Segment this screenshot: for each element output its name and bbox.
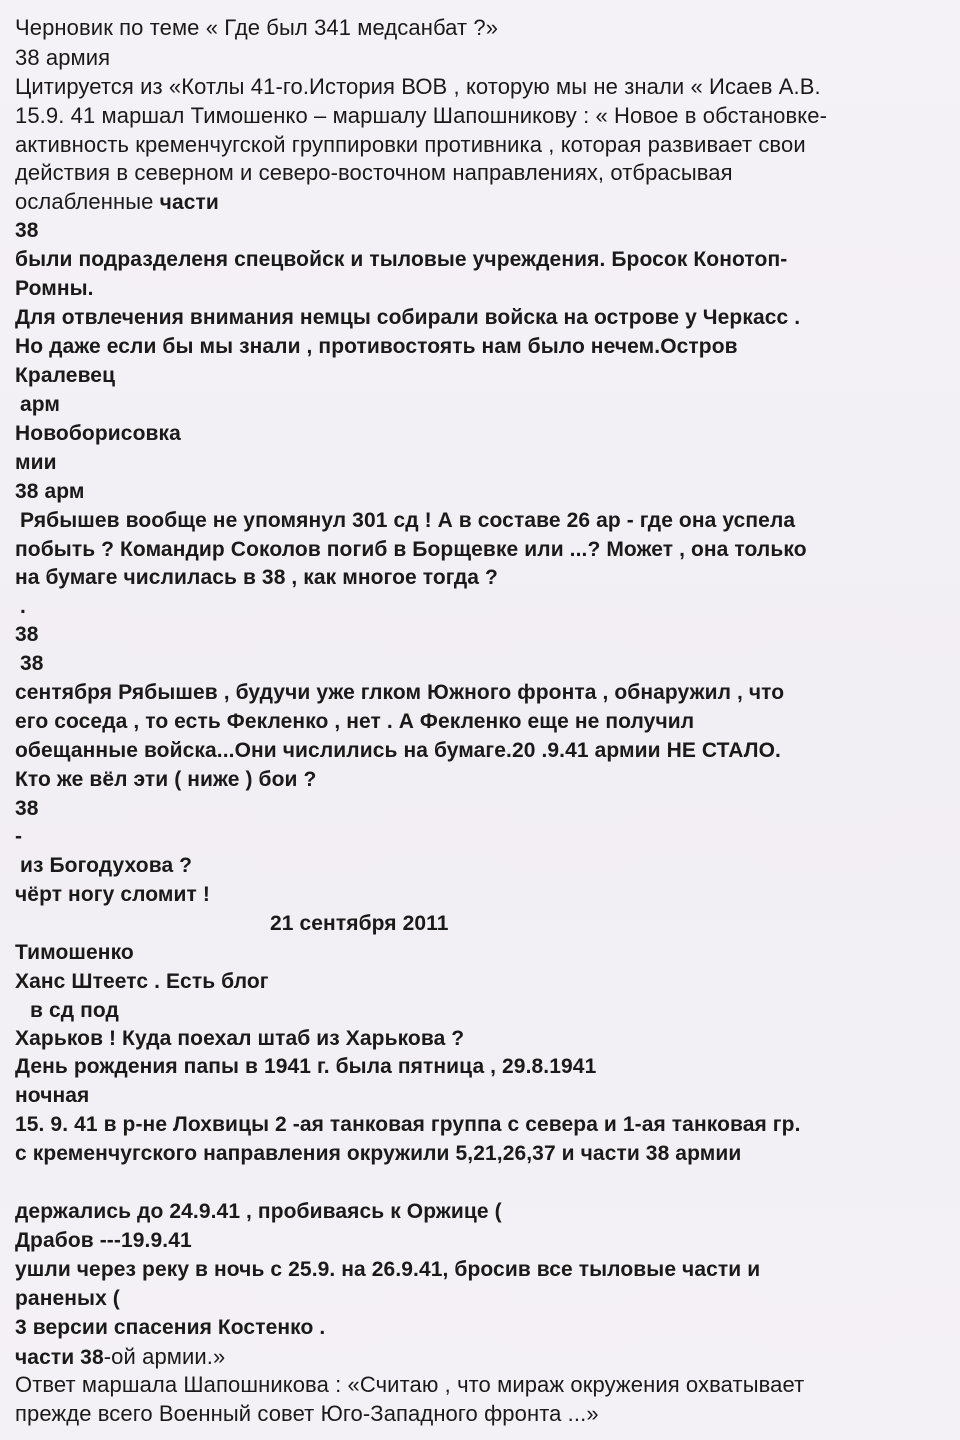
text-span: -ой армии.» [103, 1344, 226, 1369]
doc-title: Черновик по теме « Где был 341 медсанбат ?» [15, 15, 499, 40]
text-line: Для отвлечения внимания немцы собирали войска на острове у Черкасс . [15, 306, 801, 329]
text-line: Харьков ! Куда поехал штаб из Харькова ? [15, 1027, 465, 1050]
text-line: чёрт ногу сломит ! [15, 883, 210, 906]
text-line: были подразделеня спецвойск и тыловые учреждения. Бросок Конотоп- [15, 248, 788, 271]
text-line: прежде всего Военный совет Юго-Западного фронта ...» [15, 1401, 599, 1426]
text-line: мии [15, 451, 57, 474]
text-line: 3 версии спасения Костенко . [15, 1316, 326, 1339]
text-span-bold: части 38 [15, 1346, 104, 1369]
text-line: с кременчугского направления окружили 5,21,26,37 и части 38 армии [15, 1142, 742, 1165]
text-line: 38 арм [15, 480, 85, 503]
text-span: ослабленные [15, 189, 154, 214]
date-heading: 21 сентября 2011 [270, 912, 449, 935]
text-line: Цитируется из «Котлы 41-го.История ВОВ , которую мы не знали « Исаев А.В. [15, 74, 821, 99]
text-line [15, 187, 219, 217]
text-line: из Богодухова ? [20, 854, 193, 877]
text-line: Драбов ---19.9.41 [15, 1229, 192, 1252]
text-line: 15. 9. 41 в р-не Лохвицы 2 -ая танковая группа с севера и 1-ая танковая гр. [15, 1113, 801, 1136]
text-line: 38 [15, 623, 39, 646]
text-line: на бумаге числилась в 38 , как многое тогда ? [15, 566, 498, 589]
text-line: сентября Рябышев , будучи уже глком Южного фронта , обнаружил , что [15, 681, 785, 704]
text-line: Кралевец [15, 364, 116, 387]
text-line: в сд под [30, 999, 119, 1022]
text-line: держались до 24.9.41 , пробиваясь к Оржице ( [15, 1200, 502, 1223]
text-line: раненых ( [15, 1287, 120, 1310]
text-line: ушли через реку в ночь с 25.9. на 26.9.41, бросив все тыловые части и [15, 1258, 761, 1281]
text-line: действия в северном и северо-восточном направлениях, отбрасывая [15, 160, 733, 185]
text-span-bold: части [159, 191, 219, 214]
text-line: активность кременчугской группировки противника , которая развивает свои [15, 132, 806, 157]
text-line: День рождения папы в 1941 г. была пятница , 29.8.1941 [15, 1055, 597, 1078]
text-line: Ромны. [15, 277, 94, 300]
text-line: Кто же вёл эти ( ниже ) бои ? [15, 768, 317, 791]
text-line: - [15, 825, 23, 848]
text-line: 15.9. 41 маршал Тимошенко – маршалу Шапошникову : « Новое в обстановке- [15, 103, 828, 128]
text-line: Новоборисовка [15, 422, 181, 445]
text-line: 38 армия [15, 45, 111, 70]
text-line: Ответ маршала Шапошникова : «Считаю , что мираж окружения охватывает [15, 1372, 805, 1397]
text-line: побыть ? Командир Соколов погиб в Борщевке или ...? Может , она только [15, 538, 807, 561]
text-line: Рябышев вообще не упомянул 301 сд ! А в составе 26 ар - где она успела [20, 509, 796, 532]
text-line: 38 [20, 652, 44, 675]
text-line: его соседа , то есть Фекленко , нет . А Фекленко еще не получил [15, 710, 695, 733]
text-line: Но даже если бы мы знали , противостоять нам было нечем.Остров [15, 335, 738, 358]
text-line: . [20, 595, 26, 618]
text-line [15, 1342, 225, 1372]
text-line: 38 [15, 219, 39, 242]
text-line: Ханс Штеетс . Есть блог [15, 970, 269, 993]
text-line: 38 [15, 797, 39, 820]
text-line: обещанные войска...Они числились на бумаге.20 .9.41 армии НЕ СТАЛО. [15, 739, 781, 762]
text-line: Тимошенко [15, 941, 134, 964]
text-line: ночная [15, 1084, 90, 1107]
text-line: арм [20, 393, 61, 416]
